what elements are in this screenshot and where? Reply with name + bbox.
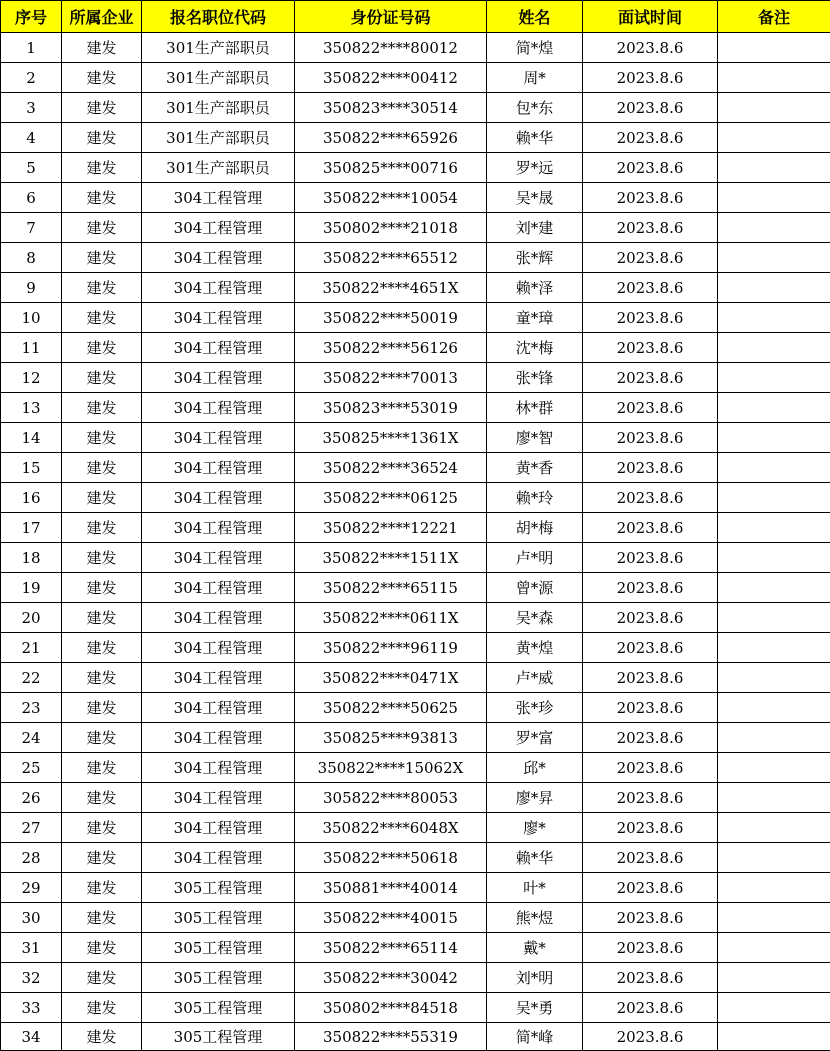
cell-id-number: 350822****65114	[295, 933, 487, 963]
cell-name: 吴*晟	[487, 183, 583, 213]
cell-seq: 27	[1, 813, 62, 843]
cell-seq: 9	[1, 273, 62, 303]
cell-remarks	[718, 723, 830, 753]
cell-remarks	[718, 273, 830, 303]
cell-name: 廖*	[487, 813, 583, 843]
cell-company: 建发	[62, 273, 142, 303]
cell-seq: 5	[1, 153, 62, 183]
table-row	[1, 843, 830, 873]
cell-interview-time: 2023.8.6	[583, 963, 718, 993]
cell-id-number: 350822****96119	[295, 633, 487, 663]
cell-seq: 29	[1, 873, 62, 903]
table-row	[1, 993, 830, 1023]
cell-name: 赖*华	[487, 123, 583, 153]
cell-interview-time: 2023.8.6	[583, 483, 718, 513]
cell-position-code: 305工程管理	[142, 993, 295, 1023]
cell-id-number: 350822****50625	[295, 693, 487, 723]
table-row	[1, 153, 830, 183]
cell-id-number: 350881****40014	[295, 873, 487, 903]
cell-company: 建发	[62, 123, 142, 153]
cell-name: 罗*远	[487, 153, 583, 183]
cell-interview-time: 2023.8.6	[583, 1023, 718, 1051]
cell-company: 建发	[62, 873, 142, 903]
table-row	[1, 93, 830, 123]
cell-remarks	[718, 873, 830, 903]
cell-id-number: 350822****70013	[295, 363, 487, 393]
table-row	[1, 363, 830, 393]
cell-name: 廖*智	[487, 423, 583, 453]
table-row	[1, 963, 830, 993]
cell-interview-time: 2023.8.6	[583, 663, 718, 693]
cell-name: 林*群	[487, 393, 583, 423]
cell-seq: 13	[1, 393, 62, 423]
cell-company: 建发	[62, 33, 142, 63]
cell-company: 建发	[62, 453, 142, 483]
table-row	[1, 33, 830, 63]
cell-name: 童*璋	[487, 303, 583, 333]
cell-position-code: 305工程管理	[142, 963, 295, 993]
cell-id-number: 350822****12221	[295, 513, 487, 543]
table-row	[1, 333, 830, 363]
cell-name: 赖*玲	[487, 483, 583, 513]
cell-interview-time: 2023.8.6	[583, 303, 718, 333]
cell-company: 建发	[62, 213, 142, 243]
cell-seq: 10	[1, 303, 62, 333]
cell-interview-time: 2023.8.6	[583, 63, 718, 93]
cell-seq: 17	[1, 513, 62, 543]
cell-seq: 24	[1, 723, 62, 753]
cell-remarks	[718, 663, 830, 693]
cell-remarks	[718, 153, 830, 183]
cell-remarks	[718, 423, 830, 453]
cell-company: 建发	[62, 1023, 142, 1051]
table-row	[1, 453, 830, 483]
header-remarks: 备注	[718, 1, 830, 33]
header-name: 姓名	[487, 1, 583, 33]
cell-company: 建发	[62, 483, 142, 513]
cell-interview-time: 2023.8.6	[583, 243, 718, 273]
cell-seq: 3	[1, 93, 62, 123]
cell-company: 建发	[62, 393, 142, 423]
table-row	[1, 873, 830, 903]
cell-name: 张*锋	[487, 363, 583, 393]
cell-remarks	[718, 483, 830, 513]
cell-name: 周*	[487, 63, 583, 93]
cell-position-code: 305工程管理	[142, 1023, 295, 1051]
cell-remarks	[718, 603, 830, 633]
cell-interview-time: 2023.8.6	[583, 573, 718, 603]
cell-interview-time: 2023.8.6	[583, 693, 718, 723]
cell-id-number: 350822****6048X	[295, 813, 487, 843]
cell-position-code: 304工程管理	[142, 453, 295, 483]
cell-id-number: 350822****56126	[295, 333, 487, 363]
cell-interview-time: 2023.8.6	[583, 843, 718, 873]
cell-name: 曾*源	[487, 573, 583, 603]
cell-name: 吴*森	[487, 603, 583, 633]
cell-seq: 22	[1, 663, 62, 693]
cell-position-code: 304工程管理	[142, 363, 295, 393]
cell-id-number: 350822****80012	[295, 33, 487, 63]
cell-interview-time: 2023.8.6	[583, 513, 718, 543]
cell-name: 赖*泽	[487, 273, 583, 303]
cell-name: 刘*建	[487, 213, 583, 243]
cell-position-code: 304工程管理	[142, 753, 295, 783]
table-row	[1, 1023, 830, 1051]
cell-company: 建发	[62, 723, 142, 753]
cell-company: 建发	[62, 363, 142, 393]
cell-name: 简*煌	[487, 33, 583, 63]
cell-name: 赖*华	[487, 843, 583, 873]
cell-interview-time: 2023.8.6	[583, 723, 718, 753]
cell-interview-time: 2023.8.6	[583, 273, 718, 303]
table-row	[1, 303, 830, 333]
cell-name: 胡*梅	[487, 513, 583, 543]
cell-position-code: 304工程管理	[142, 693, 295, 723]
header-interview-time: 面试时间	[583, 1, 718, 33]
cell-company: 建发	[62, 543, 142, 573]
cell-position-code: 305工程管理	[142, 933, 295, 963]
cell-interview-time: 2023.8.6	[583, 603, 718, 633]
cell-seq: 12	[1, 363, 62, 393]
table-row	[1, 123, 830, 153]
cell-position-code: 304工程管理	[142, 813, 295, 843]
header-position-code: 报名职位代码	[142, 1, 295, 33]
cell-seq: 2	[1, 63, 62, 93]
cell-name: 黄*香	[487, 453, 583, 483]
cell-id-number: 350802****84518	[295, 993, 487, 1023]
cell-company: 建发	[62, 633, 142, 663]
cell-name: 刘*明	[487, 963, 583, 993]
cell-seq: 6	[1, 183, 62, 213]
cell-position-code: 304工程管理	[142, 243, 295, 273]
cell-id-number: 350822****4651X	[295, 273, 487, 303]
cell-id-number: 350822****10054	[295, 183, 487, 213]
cell-position-code: 304工程管理	[142, 213, 295, 243]
cell-seq: 7	[1, 213, 62, 243]
cell-seq: 1	[1, 33, 62, 63]
cell-remarks	[718, 393, 830, 423]
cell-position-code: 301生产部职员	[142, 63, 295, 93]
cell-id-number: 350825****1361X	[295, 423, 487, 453]
cell-position-code: 304工程管理	[142, 303, 295, 333]
cell-company: 建发	[62, 573, 142, 603]
cell-interview-time: 2023.8.6	[583, 543, 718, 573]
cell-seq: 4	[1, 123, 62, 153]
table-row	[1, 933, 830, 963]
cell-id-number: 350825****00716	[295, 153, 487, 183]
cell-position-code: 304工程管理	[142, 723, 295, 753]
cell-company: 建发	[62, 993, 142, 1023]
table-row	[1, 273, 830, 303]
cell-seq: 32	[1, 963, 62, 993]
cell-company: 建发	[62, 663, 142, 693]
cell-remarks	[718, 33, 830, 63]
cell-company: 建发	[62, 903, 142, 933]
cell-seq: 18	[1, 543, 62, 573]
table-row	[1, 513, 830, 543]
cell-id-number: 350822****36524	[295, 453, 487, 483]
table-row	[1, 183, 830, 213]
cell-interview-time: 2023.8.6	[583, 873, 718, 903]
table-row	[1, 663, 830, 693]
cell-interview-time: 2023.8.6	[583, 933, 718, 963]
cell-id-number: 305822****80053	[295, 783, 487, 813]
cell-company: 建发	[62, 513, 142, 543]
cell-position-code: 304工程管理	[142, 273, 295, 303]
cell-interview-time: 2023.8.6	[583, 393, 718, 423]
header-id-number: 身份证号码	[295, 1, 487, 33]
cell-name: 戴*	[487, 933, 583, 963]
cell-remarks	[718, 123, 830, 153]
cell-name: 熊*煜	[487, 903, 583, 933]
cell-position-code: 304工程管理	[142, 633, 295, 663]
cell-interview-time: 2023.8.6	[583, 363, 718, 393]
table-row	[1, 633, 830, 663]
header-row	[1, 1, 830, 33]
cell-seq: 21	[1, 633, 62, 663]
cell-id-number: 350822****0471X	[295, 663, 487, 693]
cell-interview-time: 2023.8.6	[583, 453, 718, 483]
cell-position-code: 304工程管理	[142, 423, 295, 453]
cell-position-code: 301生产部职员	[142, 33, 295, 63]
cell-remarks	[718, 63, 830, 93]
cell-seq: 11	[1, 333, 62, 363]
table-row	[1, 243, 830, 273]
cell-name: 吴*勇	[487, 993, 583, 1023]
cell-remarks	[718, 633, 830, 663]
cell-remarks	[718, 933, 830, 963]
cell-remarks	[718, 993, 830, 1023]
cell-remarks	[718, 753, 830, 783]
cell-interview-time: 2023.8.6	[583, 783, 718, 813]
cell-seq: 14	[1, 423, 62, 453]
cell-id-number: 350822****1511X	[295, 543, 487, 573]
cell-company: 建发	[62, 813, 142, 843]
cell-interview-time: 2023.8.6	[583, 93, 718, 123]
cell-company: 建发	[62, 333, 142, 363]
cell-name: 卢*明	[487, 543, 583, 573]
cell-company: 建发	[62, 243, 142, 273]
cell-company: 建发	[62, 843, 142, 873]
cell-remarks	[718, 513, 830, 543]
cell-seq: 16	[1, 483, 62, 513]
cell-interview-time: 2023.8.6	[583, 993, 718, 1023]
cell-id-number: 350825****93813	[295, 723, 487, 753]
cell-company: 建发	[62, 63, 142, 93]
cell-interview-time: 2023.8.6	[583, 33, 718, 63]
cell-interview-time: 2023.8.6	[583, 123, 718, 153]
cell-position-code: 304工程管理	[142, 333, 295, 363]
table-row	[1, 903, 830, 933]
cell-position-code: 304工程管理	[142, 843, 295, 873]
cell-name: 卢*威	[487, 663, 583, 693]
table-row	[1, 603, 830, 633]
cell-id-number: 350823****53019	[295, 393, 487, 423]
cell-seq: 23	[1, 693, 62, 723]
cell-interview-time: 2023.8.6	[583, 183, 718, 213]
cell-interview-time: 2023.8.6	[583, 753, 718, 783]
cell-seq: 25	[1, 753, 62, 783]
cell-position-code: 301生产部职员	[142, 153, 295, 183]
table-row	[1, 573, 830, 603]
cell-name: 包*东	[487, 93, 583, 123]
cell-id-number: 350822****50618	[295, 843, 487, 873]
cell-id-number: 350802****21018	[295, 213, 487, 243]
cell-name: 邱*	[487, 753, 583, 783]
cell-position-code: 304工程管理	[142, 663, 295, 693]
table-body	[1, 33, 830, 1051]
cell-position-code: 305工程管理	[142, 873, 295, 903]
cell-position-code: 304工程管理	[142, 393, 295, 423]
cell-position-code: 304工程管理	[142, 183, 295, 213]
cell-seq: 19	[1, 573, 62, 603]
cell-seq: 28	[1, 843, 62, 873]
cell-company: 建发	[62, 963, 142, 993]
cell-name: 廖*昇	[487, 783, 583, 813]
cell-position-code: 304工程管理	[142, 483, 295, 513]
cell-seq: 34	[1, 1023, 62, 1051]
cell-seq: 31	[1, 933, 62, 963]
table-row	[1, 783, 830, 813]
cell-id-number: 350822****06125	[295, 483, 487, 513]
cell-position-code: 304工程管理	[142, 513, 295, 543]
cell-position-code: 305工程管理	[142, 903, 295, 933]
cell-remarks	[718, 183, 830, 213]
cell-remarks	[718, 903, 830, 933]
cell-id-number: 350822****50019	[295, 303, 487, 333]
cell-remarks	[718, 243, 830, 273]
cell-id-number: 350822****65115	[295, 573, 487, 603]
cell-position-code: 304工程管理	[142, 603, 295, 633]
table-row	[1, 693, 830, 723]
cell-position-code: 304工程管理	[142, 573, 295, 603]
cell-company: 建发	[62, 753, 142, 783]
cell-remarks	[718, 363, 830, 393]
cell-id-number: 350823****30514	[295, 93, 487, 123]
cell-id-number: 350822****40015	[295, 903, 487, 933]
cell-remarks	[718, 543, 830, 573]
table-row	[1, 813, 830, 843]
cell-remarks	[718, 573, 830, 603]
cell-name: 沈*梅	[487, 333, 583, 363]
cell-remarks	[718, 1023, 830, 1051]
cell-remarks	[718, 93, 830, 123]
cell-name: 罗*富	[487, 723, 583, 753]
cell-remarks	[718, 783, 830, 813]
cell-company: 建发	[62, 603, 142, 633]
cell-interview-time: 2023.8.6	[583, 813, 718, 843]
table-row	[1, 753, 830, 783]
cell-company: 建发	[62, 93, 142, 123]
cell-interview-time: 2023.8.6	[583, 423, 718, 453]
cell-company: 建发	[62, 303, 142, 333]
table-row	[1, 213, 830, 243]
cell-id-number: 350822****00412	[295, 63, 487, 93]
cell-name: 张*珍	[487, 693, 583, 723]
cell-interview-time: 2023.8.6	[583, 903, 718, 933]
header-seq: 序号	[1, 1, 62, 33]
table-row	[1, 63, 830, 93]
table-row	[1, 423, 830, 453]
cell-company: 建发	[62, 693, 142, 723]
cell-position-code: 304工程管理	[142, 783, 295, 813]
cell-remarks	[718, 843, 830, 873]
table-row	[1, 723, 830, 753]
cell-seq: 26	[1, 783, 62, 813]
cell-company: 建发	[62, 183, 142, 213]
cell-position-code: 301生产部职员	[142, 93, 295, 123]
cell-remarks	[718, 453, 830, 483]
cell-interview-time: 2023.8.6	[583, 213, 718, 243]
cell-company: 建发	[62, 153, 142, 183]
cell-id-number: 350822****55319	[295, 1023, 487, 1051]
cell-position-code: 301生产部职员	[142, 123, 295, 153]
cell-seq: 15	[1, 453, 62, 483]
cell-position-code: 304工程管理	[142, 543, 295, 573]
cell-id-number: 350822****15062X	[295, 753, 487, 783]
table-row	[1, 543, 830, 573]
cell-remarks	[718, 813, 830, 843]
cell-id-number: 350822****0611X	[295, 603, 487, 633]
cell-id-number: 350822****65512	[295, 243, 487, 273]
table-row	[1, 483, 830, 513]
cell-name: 张*辉	[487, 243, 583, 273]
cell-remarks	[718, 303, 830, 333]
cell-seq: 20	[1, 603, 62, 633]
cell-remarks	[718, 693, 830, 723]
cell-company: 建发	[62, 783, 142, 813]
cell-interview-time: 2023.8.6	[583, 153, 718, 183]
cell-interview-time: 2023.8.6	[583, 633, 718, 663]
header-company: 所属企业	[62, 1, 142, 33]
cell-remarks	[718, 213, 830, 243]
table-row	[1, 393, 830, 423]
cell-company: 建发	[62, 933, 142, 963]
cell-seq: 30	[1, 903, 62, 933]
cell-id-number: 350822****65926	[295, 123, 487, 153]
cell-interview-time: 2023.8.6	[583, 333, 718, 363]
cell-remarks	[718, 333, 830, 363]
cell-name: 黄*煌	[487, 633, 583, 663]
cell-company: 建发	[62, 423, 142, 453]
cell-remarks	[718, 963, 830, 993]
cell-name: 简*峰	[487, 1023, 583, 1051]
cell-seq: 33	[1, 993, 62, 1023]
cell-seq: 8	[1, 243, 62, 273]
cell-name: 叶*	[487, 873, 583, 903]
cell-id-number: 350822****30042	[295, 963, 487, 993]
